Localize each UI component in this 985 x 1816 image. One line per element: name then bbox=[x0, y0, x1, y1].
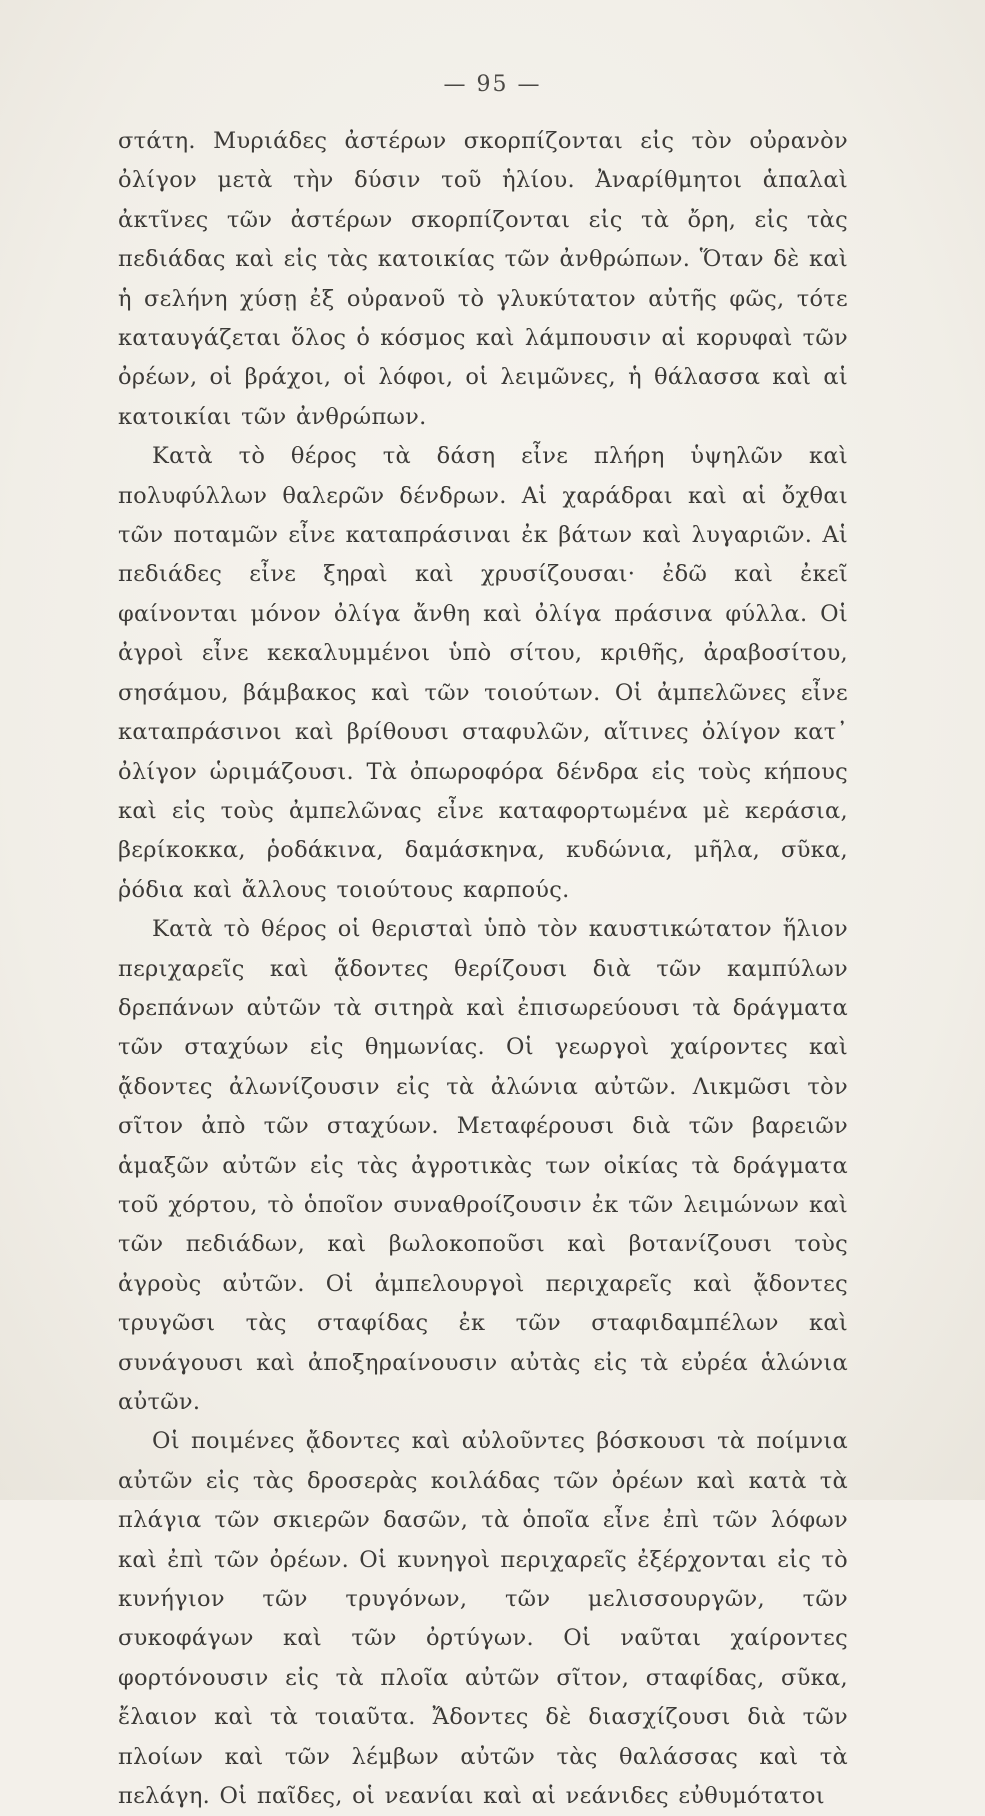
paragraph-4: Οἱ ποιμένες ᾄδοντες καὶ αὐλοῦντες βόσκουσι τὰ ποίμνια αὐτῶν εἰς τὰς δροσερὰς κοιλάδας τῶν ὀρέων καὶ κατὰ τὰ πλάγια τῶν σκιερῶν δασῶν, τὰ ὁποῖα εἶνε ἐπὶ τῶν λόφων καὶ ἐπὶ τῶν ὀρέων. Οἱ κυνηγοὶ περιχαρεῖς ἐξέρχονται εἰς τὸ κυνήγιον τῶν τρυγόνων, τῶν μελισσουργῶν, τῶν συκοφάγων καὶ τῶν ὀρτύγων. Οἱ ναῦται χαίροντες φορτόνουσιν εἰς τὰ πλοῖα αὐτῶν σῖτον, σταφίδας, σῦκα, ἔλαιον καὶ τὰ τοιαῦτα. Ἄδοντες δὲ διασχίζουσι διὰ τῶν πλοίων καὶ τῶν λέμβων αὐτῶν τὰς θαλάσσας καὶ τὰ πελάγη. Οἱ παῖδες, οἱ νεανίαι καὶ αἱ νεάνιδες εὐθυμότατοι bbox=[118, 1428, 848, 1810]
paragraph-3: Κατὰ τὸ θέρος οἱ θερισταὶ ὑπὸ τὸν καυστικώτατον ἥλιον περιχαρεῖς καὶ ᾄδοντες θερίζουσι διὰ τῶν καμπύλων δρεπάνων αὐτῶν τὰ σιτηρὰ καὶ ἐπισωρεύουσι τὰ δράγματα τῶν σταχύων εἰς θημωνίας. Οἱ γεωργοὶ χαίροντες καὶ ᾄδοντες ἀλωνίζουσιν εἰς τὰ ἀλώνια αὐτῶν. Λικμῶσι τὸν σῖτον ἀπὸ τῶν σταχύων. Μεταφέρουσι διὰ τῶν βαρειῶν ἁμαξῶν αὐτῶν εἰς τὰς ἀγροτικὰς των οἰκίας τὰ δράγματα τοῦ χόρτου, τὸ ὁποῖον συναθροίζουσιν ἐκ τῶν λειμώνων καὶ τῶν πεδιάδων, καὶ βωλοκοποῦσι καὶ βοτανίζουσι τοὺς ἀγροὺς αὐτῶν. Οἱ ἀμπελουργοὶ περιχαρεῖς καὶ ᾄδοντες τρυγῶσι τὰς σταφίδας ἐκ τῶν σταφιδαμπέλων καὶ συνάγουσι καὶ ἀποξηραίνουσιν αὐτὰς εἰς τὰ εὐρέα ἁλώνια αὐτῶν. bbox=[118, 916, 848, 1415]
body-text bbox=[118, 122, 848, 1816]
paragraph-1: στάτη. Μυριάδες ἀστέρων σκορπίζονται εἰς τὸν οὐρανὸν ὀλίγον μετὰ τὴν δύσιν τοῦ ἡλίου. Ἀναρίθμητοι ἁπαλαὶ ἀκτῖνες τῶν ἀστέρων σκορπίζονται εἰς τὰ ὄρη, εἰς τὰς πεδιάδας καὶ εἰς τὰς κατοικίας τῶν ἀνθρώπων. Ὅταν δὲ καὶ ἡ σελήνη χύσῃ ἐξ οὐρανοῦ τὸ γλυκύτατον αὐτῆς φῶς, τότε καταυγάζεται ὅλος ὁ κόσμος καὶ λάμπουσιν αἱ κορυφαὶ τῶν ὀρέων, οἱ βράχοι, οἱ λόφοι, οἱ λειμῶνες, ἡ θάλασσα καὶ αἱ κατοικίαι τῶν ἀνθρώπων. bbox=[118, 128, 848, 430]
page-number: — 95 — bbox=[443, 72, 542, 97]
paragraph-2: Κατὰ τὸ θέρος τὰ δάση εἶνε πλήρη ὑψηλῶν καὶ πολυφύλλων θαλερῶν δένδρων. Αἱ χαράδραι καὶ αἱ ὄχθαι τῶν ποταμῶν εἶνε καταπράσιναι ἐκ βάτων καὶ λυγαριῶν. Αἱ πεδιάδες εἶνε ξηραὶ καὶ χρυσίζουσαι· ἐδῶ καὶ ἐκεῖ φαίνονται μόνον ὀλίγα ἄνθη καὶ ὀλίγα πράσινα φύλλα. Οἱ ἀγροὶ εἶνε κεκαλυμμένοι ὑπὸ σίτου, κριθῆς, ἀραβοσίτου, σησάμου, βάμβακος καὶ τῶν τοιούτων. Οἱ ἀμπελῶνες εἶνε καταπράσινοι καὶ βρίθουσι σταφυλῶν, αἵτινες ὀλίγον κατ᾽ ὀλίγον ὡριμάζουσι. Τὰ ὀπωροφόρα δένδρα εἰς τοὺς κήπους καὶ εἰς τοὺς ἀμπελῶνας εἶνε καταφορτωμένα μὲ κεράσια, βερίκοκκα, ῥοδάκινα, δαμάσκηνα, κυδώνια, μῆλα, σῦκα, ῥόδια καὶ ἄλλους τοιούτους καρπούς. bbox=[118, 443, 848, 903]
